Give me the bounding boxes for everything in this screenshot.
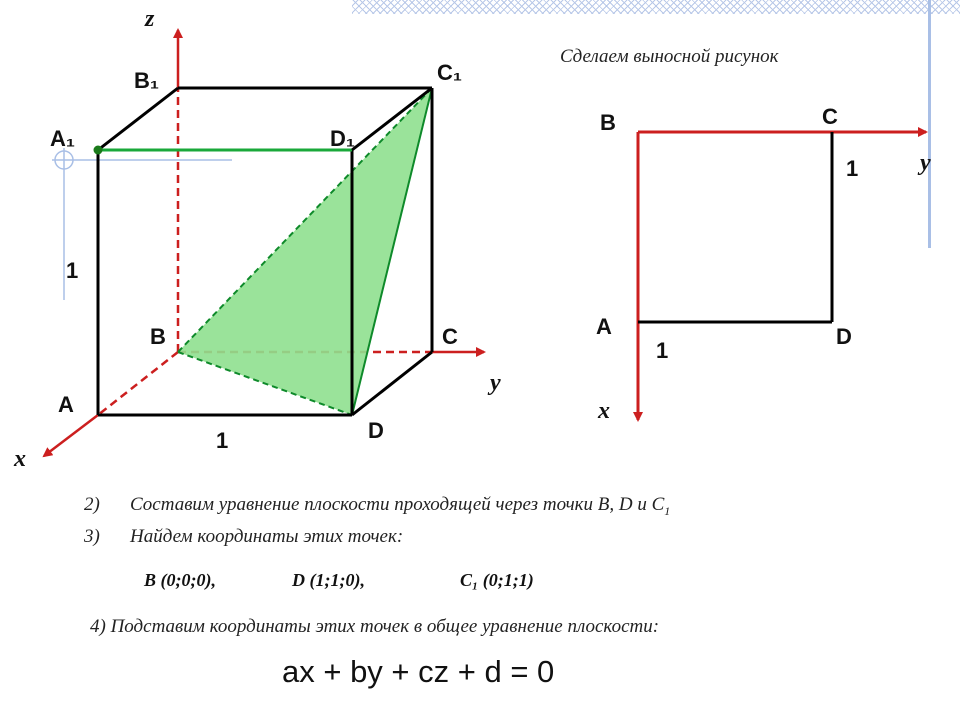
step-2-number: 2)	[84, 494, 100, 515]
step-4: 4) Подставим координаты этих точек в общее уравнение плоскости:	[90, 616, 660, 637]
vertex-label-a: A	[58, 392, 74, 417]
inset-side-label-bottom: 1	[656, 338, 669, 363]
vertex-label-a1: A₁	[50, 126, 75, 151]
plane-equation: ax + by + cz + d = 0	[282, 654, 555, 689]
step-2-subscript: 1	[664, 503, 671, 518]
inset-vertex-label-a: A	[596, 314, 612, 339]
inset-vertex-label-b: B	[600, 110, 616, 135]
edge-a1-b1	[98, 88, 178, 150]
step-2	[84, 494, 670, 519]
point-a1	[94, 146, 103, 155]
step-3-text: Найдем координаты этих точек:	[130, 526, 404, 547]
edge-label-vertical: 1	[66, 258, 79, 283]
step-3-number: 3)	[84, 526, 100, 547]
vertex-label-c1: C₁	[437, 60, 462, 85]
inset-vertex-label-c: C	[822, 104, 838, 129]
coordinate-d: D (1;1;0),	[292, 570, 365, 590]
inset-caption: Сделаем выносной рисунок	[560, 46, 779, 67]
coordinate-c1: C₁ (0;1;1)	[460, 570, 534, 590]
axis-label-y: y	[490, 370, 501, 396]
axis-label-x: x	[14, 446, 26, 472]
inset-axis-label-y: y	[920, 150, 931, 176]
x-axis-dashed	[98, 352, 178, 415]
vertex-label-d: D	[368, 418, 384, 443]
step-2-text: Составим уравнение плоскости проходящей через точки B, D и C	[130, 494, 665, 515]
edge-label-bottom: 1	[216, 428, 229, 453]
vertex-label-b: B	[150, 324, 166, 349]
vertex-label-c: C	[442, 324, 458, 349]
inset-side-label-right: 1	[846, 156, 859, 181]
inset-axis-label-x: x	[598, 398, 610, 424]
x-axis	[44, 415, 98, 456]
coordinate-b: B (0;0;0),	[144, 570, 216, 590]
inset-vertex-label-d: D	[836, 324, 852, 349]
vertex-label-d1: D₁	[330, 126, 355, 151]
axis-label-z: z	[145, 6, 155, 32]
step-3	[84, 526, 403, 548]
vertex-label-b1: B₁	[134, 68, 159, 93]
